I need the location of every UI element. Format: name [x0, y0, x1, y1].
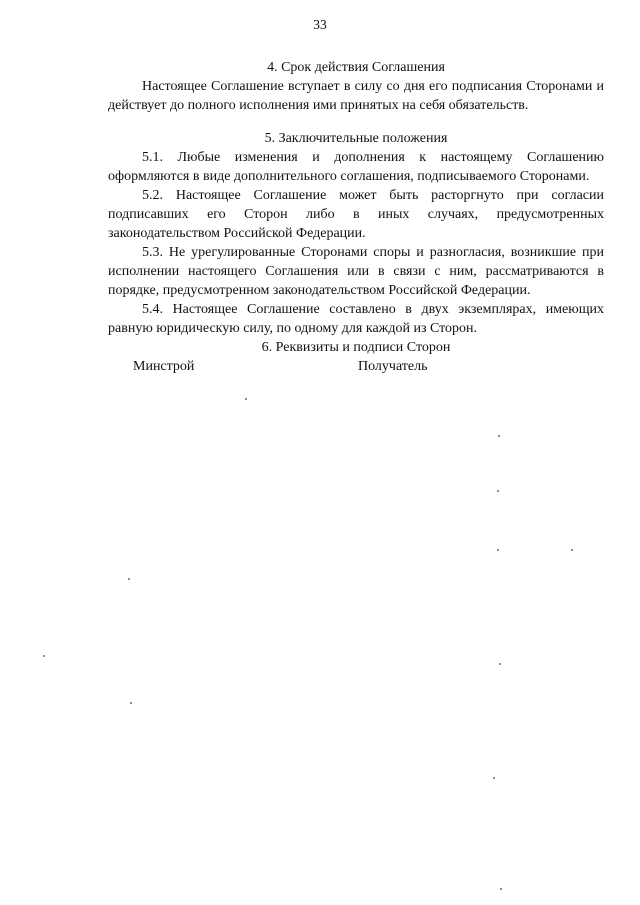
scan-speck [245, 398, 247, 400]
scan-speck [500, 888, 502, 890]
scan-speck [493, 777, 495, 779]
scan-speck [130, 702, 132, 704]
clause-5-3: 5.3. Не урегулированные Сторонами споры и разногласия, возникшие при исполнении настоящего Соглашения или в связи с ним, рассматриваются в порядке, предусмотренном законодательством Российской Федерации. [108, 245, 604, 298]
section-6-heading: 6. Реквизиты и подписи Сторон [261, 340, 451, 355]
clause-5-2: 5.2. Настоящее Соглашение может быть расторгнуто при согласии подписавших его Сторон либо в иных случаях, предусмотренных законодательством Российской Федерации. [108, 188, 604, 241]
section-4-text: Настоящее Соглашение вступает в силу со дня его подписания Сторонами и действует до полного исполнения ими принятых на себя обязательств. [108, 79, 604, 113]
page-number: 33 [313, 17, 327, 32]
scan-speck [499, 663, 501, 665]
section-4-heading: 4. Срок действия Соглашения [267, 60, 445, 75]
clause-5-4: 5.4. Настоящее Соглашение составлено в двух экземплярах, имеющих равную юридическую силу, по одному для каждой из Сторон. [108, 302, 604, 336]
scan-speck [497, 490, 499, 492]
party-right-label: Получатель [358, 359, 428, 374]
scan-speck [128, 578, 130, 580]
signature-row [108, 357, 604, 376]
scan-speck [497, 549, 499, 551]
party-left-label: Минстрой [133, 359, 195, 374]
document-body [108, 58, 604, 376]
section-5-heading: 5. Заключительные положения [264, 131, 448, 146]
scan-speck [43, 655, 45, 657]
clause-5-1: 5.1. Любые изменения и дополнения к настоящему Соглашению оформляются в виде дополнительного соглашения, подписываемого Сторонами. [108, 150, 604, 184]
scan-speck [571, 549, 573, 551]
scan-speck [498, 435, 500, 437]
